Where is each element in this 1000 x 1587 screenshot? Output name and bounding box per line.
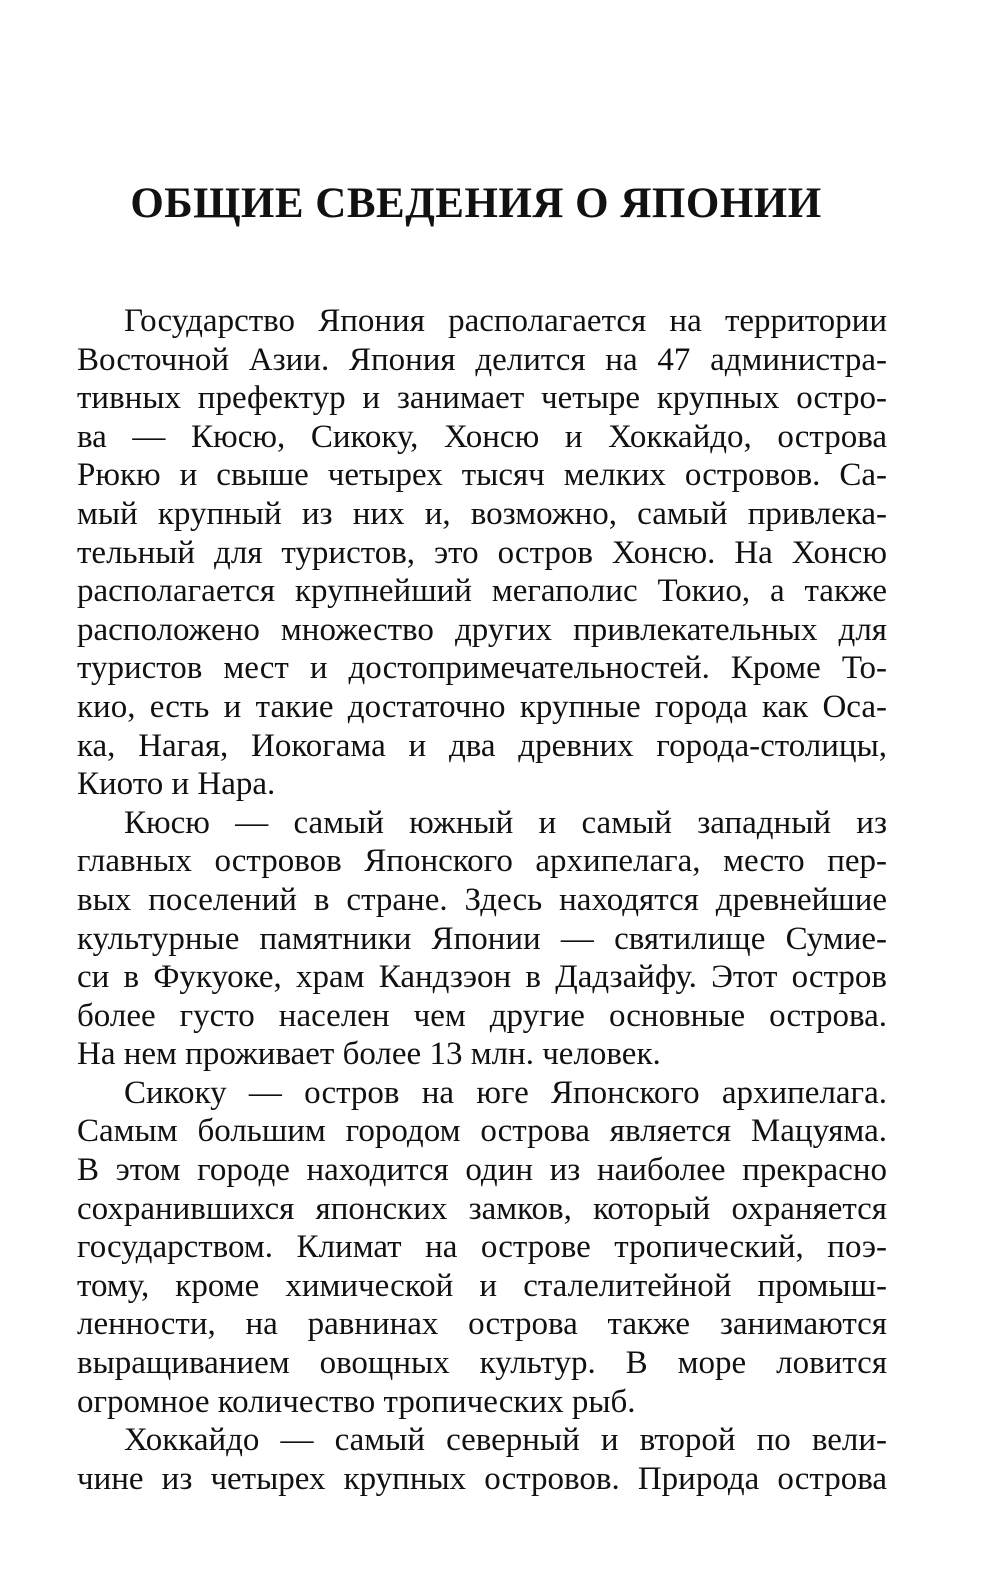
text-line: вых поселений в стране. Здесь находятся древнейшие (77, 881, 887, 918)
text-line: Хоккайдо — самый северный и второй по вели- (124, 1422, 887, 1459)
text-line: Государство Япония располагается на территории (124, 303, 887, 339)
text-line: тому, кроме химической и сталелитейной промыш- (77, 1267, 887, 1304)
text-line: кио, есть и такие достаточно крупные города как Оса- (77, 688, 887, 725)
text-line: ка, Нагая, Иокогама и два древних города-столицы, (77, 727, 887, 764)
text-line: Самым большим городом острова является Мацуяма. (77, 1113, 887, 1150)
text-line: мый крупный из них и, возможно, самый привлека- (77, 495, 887, 532)
text-line: тельный для туристов, это остров Хонсю. На Хонсю (77, 534, 887, 571)
text-line: культурные памятники Японии — святилище Сумие- (77, 920, 887, 957)
text-line: ленности, на равнинах острова также занимаются (77, 1306, 887, 1343)
paragraph (77, 804, 887, 1074)
text-line: Кюсю — самый южный и самый западный из (124, 804, 887, 841)
page-title: ОБЩИЕ СВЕДЕНИЯ О ЯПОНИИ (130, 180, 822, 227)
paragraph (77, 1421, 887, 1498)
text-line: Рюкю и свыше четырех тысяч мелких островов. Са- (77, 457, 887, 494)
text-line: Восточной Азии. Япония делится на 47 администра- (77, 341, 887, 378)
paragraph (77, 302, 887, 804)
text-line: На нем проживает более 13 млн. человек. (77, 1036, 661, 1073)
text-line: главных островов Японского архипелага, место пер- (77, 843, 887, 880)
text-line: си в Фукуоке, храм Кандзэон в Дадзайфу. Этот остров (77, 959, 887, 996)
text-line: тивных префектур и занимает четыре крупных остро- (77, 380, 887, 417)
text-line: огромное количество тропических рыб. (77, 1383, 636, 1420)
text-line: В этом городе находится один из наиболее прекрасно (77, 1152, 887, 1189)
text-line: более густо населен чем другие основные острова. (77, 997, 887, 1034)
text-line: расположено множество других привлекательных для (77, 611, 887, 648)
text-line: выращиванием овощных культур. В море ловится (77, 1345, 887, 1382)
text-line: Сикоку — остров на юге Японского архипелага. (124, 1074, 887, 1111)
text-line: располагается крупнейший мегаполис Токио, а также (77, 573, 887, 610)
text-line: туристов мест и достопримечательностей. Кроме То- (77, 650, 887, 687)
paragraph (77, 1074, 887, 1421)
text-line: ва — Кюсю, Сикоку, Хонсю и Хоккайдо, острова (77, 418, 887, 455)
text-line: чине из четырех крупных островов. Природа острова (77, 1460, 887, 1497)
text-line: сохранившихся японских замков, который охраняется (77, 1190, 887, 1227)
text-line: государством. Климат на острове тропический, поэ- (77, 1229, 887, 1266)
text-line: Киото и Нара. (77, 766, 276, 803)
body-text (77, 302, 887, 1498)
